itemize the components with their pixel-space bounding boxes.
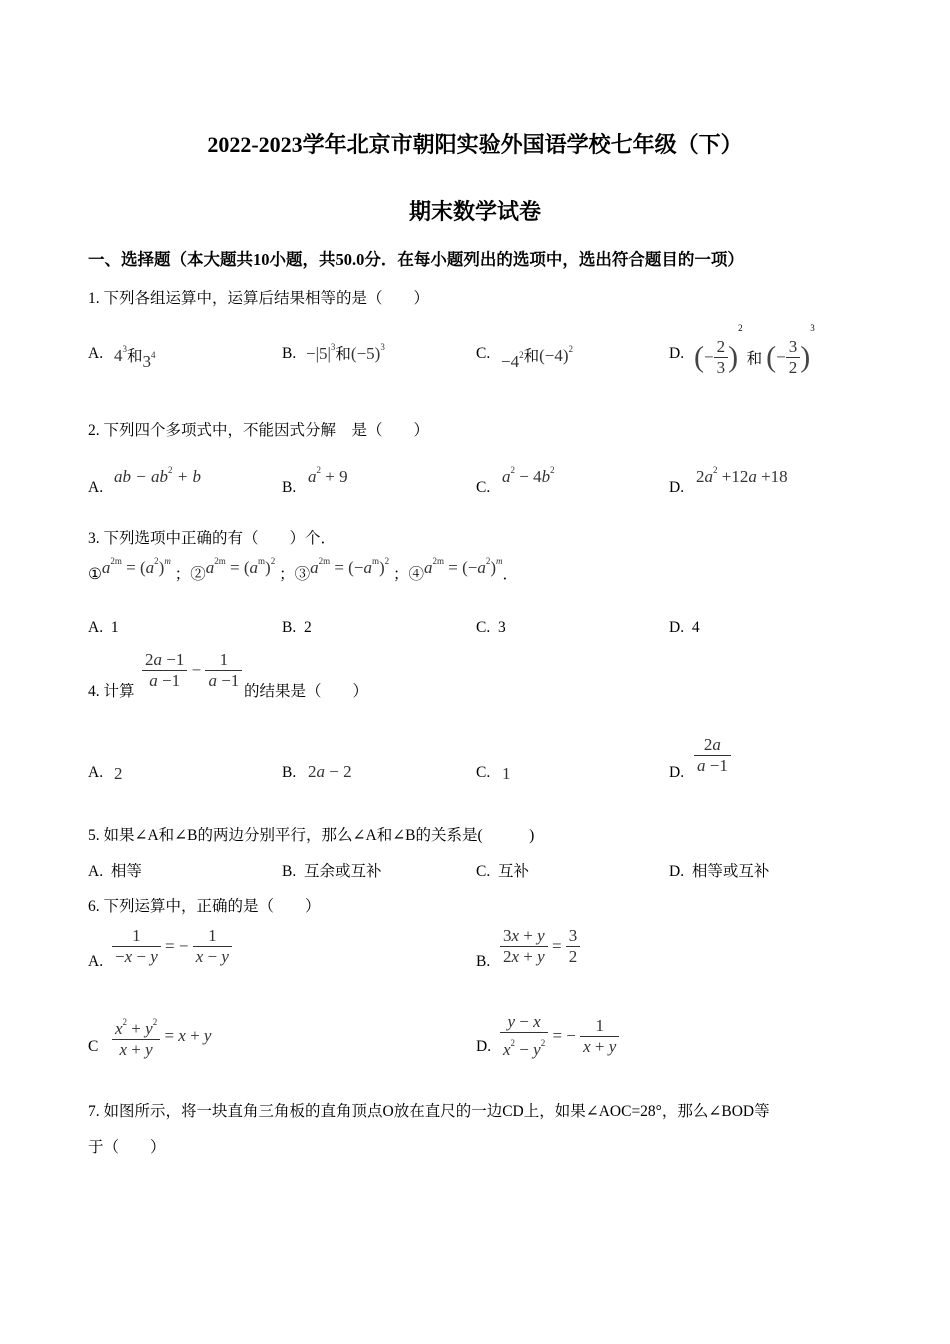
- q6-option-a-math: $\frac{1}{-x - y}$ = − $\frac{1}{x - y}$: [112, 926, 232, 967]
- question-7-stem-line2: 于（ ）: [88, 1139, 166, 1156]
- q1-label-c: C.: [476, 345, 491, 362]
- q2-option-c-math: $a^2 - 4b^2$: [502, 465, 555, 486]
- q1-option-c-math: $-4^2$和$(-4)^2$: [501, 344, 574, 371]
- q3-option-d: D. 4: [669, 619, 700, 636]
- question-4-post: 的结果是（ ）: [244, 683, 369, 700]
- q2-label-a: A.: [88, 479, 104, 496]
- question-4-pre: 4. 计算: [88, 683, 135, 700]
- page-title-line1: 2022-2023学年北京市朝阳实验外国语学校七年级（下）: [207, 132, 743, 157]
- q6-option-c-math: $\frac{x^2 + y^2}{x + y}$ = x + y: [112, 1012, 211, 1060]
- q2-option-a-math: ab − $ab^2 + b$: [114, 465, 201, 486]
- q4-option-a-math: 2: [114, 764, 123, 783]
- q6-label-a: A.: [88, 953, 104, 970]
- q6-label-d: D.: [476, 1038, 492, 1055]
- q4-label-a: A.: [88, 764, 104, 781]
- q2-option-b-math: $a^2 + 9$: [308, 465, 348, 486]
- q6-label-b: B.: [476, 953, 491, 970]
- question-1-stem: 1. 下列各组运算中，运算后结果相等的是（ ）: [88, 290, 430, 307]
- q2-option-d-math: $2a^2 +12a +18$: [696, 465, 788, 486]
- q1-option-d-math: (− $\frac{2}{3}$ )$^2$ 和 (− $\frac{3}{2}$ )$^3$: [694, 323, 815, 377]
- q6-option-b-math: $\frac{3x + y}{2x + y}$ = $\frac{3}{2}$: [500, 926, 580, 967]
- q1-option-b-math: $-|5|^3$和$(-5)^3$: [306, 342, 385, 363]
- q1-option-a-math: $4^3$和$3^4$: [114, 344, 156, 371]
- q2-label-d: D.: [669, 479, 685, 496]
- q5-option-c: C. 互补: [476, 863, 529, 880]
- question-2-stem: 2. 下列四个多项式中，不能因式分解 是（ ）: [88, 422, 430, 439]
- q2-label-b: B.: [282, 479, 297, 496]
- q3-option-a: A. 1: [88, 619, 119, 636]
- q4-label-c: C.: [476, 764, 491, 781]
- q3-statements: $①a^{2m} = (a^2)^m$ ；$②a^{2m} = (a^m)^2$ ；$③a^{2m} = (-a^m)^2$ ；$④a^{2m} = (-a^2)^m$．: [88, 556, 519, 583]
- q1-label-a: A.: [88, 345, 104, 362]
- q4-option-c-math: 1: [502, 764, 511, 783]
- q5-option-d: D. 相等或互补: [669, 863, 770, 880]
- q1-label-d: D.: [669, 345, 685, 362]
- page-title-line2: 期末数学试卷: [408, 199, 541, 224]
- q5-option-a: A. 相等: [88, 863, 142, 880]
- q4-label-d: D.: [669, 764, 685, 781]
- q4-option-b-math: 2a − 2: [308, 762, 352, 781]
- q4-expression: $\frac{2a -1}{a -1}$ − $\frac{1}{a -1}$: [142, 650, 242, 691]
- question-3-stem: 3. 下列选项中正确的有（ ）个．: [88, 530, 337, 547]
- q3-option-c: C. 3: [476, 619, 506, 636]
- q3-option-b: B. 2: [282, 619, 312, 636]
- q1-label-b: B.: [282, 345, 297, 362]
- question-6-stem: 6. 下列运算中，正确的是（ ）: [88, 898, 321, 915]
- q2-label-c: C.: [476, 479, 491, 496]
- section-heading: 一、选择题（本大题共10小题，共50.0分．在每小题列出的选项中，选出符合题目的一项）: [88, 250, 744, 269]
- q6-option-d-math: $\frac{y - x}{x^2 - y^2}$ = − $\frac{1}{x + y}$: [500, 1012, 619, 1060]
- q4-label-b: B.: [282, 764, 297, 781]
- q4-option-d-math: $\frac{2a}{a -1}$: [694, 735, 731, 776]
- q5-option-b: B. 互余或互补: [282, 863, 382, 880]
- question-7-stem-line1: 7. 如图所示，将一块直角三角板的直角顶点O放在直尺的一边CD上，如果∠AOC=28°，那么∠BOD等: [88, 1103, 770, 1120]
- question-5-stem: 5. 如果∠A和∠B的两边分别平行，那么∠A和∠B的关系是( ): [88, 827, 535, 844]
- q6-label-c: C: [88, 1038, 99, 1055]
